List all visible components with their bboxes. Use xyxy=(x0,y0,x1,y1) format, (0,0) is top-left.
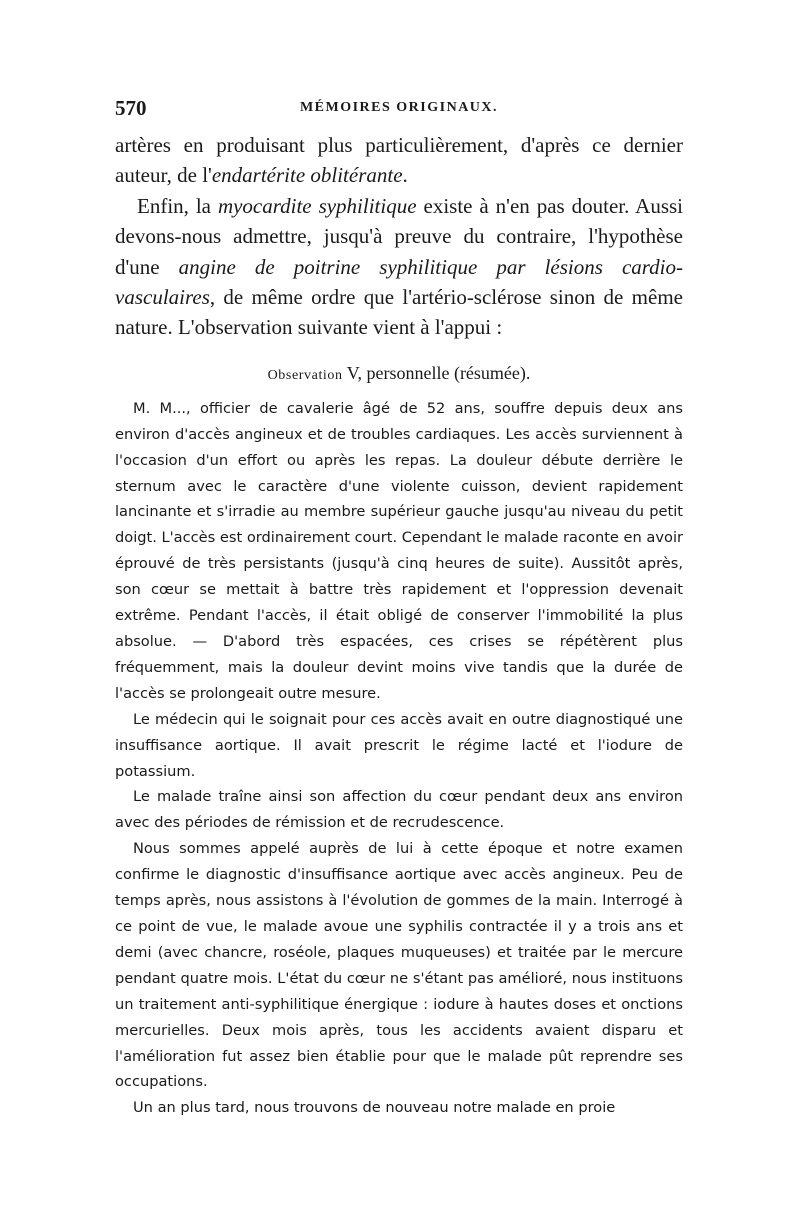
observation-title-smallcaps: Observation xyxy=(267,367,343,383)
intro-paragraph-1 xyxy=(115,130,683,191)
page-header xyxy=(115,96,683,124)
intro-p1-text-1: artères en produisant plus particulièrement, d'après ce dernier auteur, de l' xyxy=(115,133,683,188)
running-title: MÉMOIRES ORIGINAUX. xyxy=(299,100,499,115)
intro-p2-italic-1: myocardite syphilitique xyxy=(217,193,417,218)
intro-p2-text-2: existe à n'en pas douter. Aussi devons-nous admettre, jusqu'à preuve du contraire, l'hypothèse d'une xyxy=(115,193,684,279)
observation-paragraph-2: Le médecin qui le soignait pour ces accès avait en outre diagnostiqué une insuffisance aortique. Il avait prescrit le régime lacté et l'iodure de potassium. xyxy=(115,710,683,780)
intro-p2-italic-2: angine de poitrine syphilitique par lésions cardio-vasculaires xyxy=(115,254,684,310)
intro-p1-italic-1: endartérite oblitérante xyxy=(211,163,403,188)
observation-title-rest: V, personnelle (résumée). xyxy=(342,362,531,383)
observation-paragraph-4: Nous sommes appelé auprès de lui à cette époque et notre examen confirme le diagnostic d'insuffisance aortique avec accès angineux. Peu de temps après, nous assistons à l'évolution de gommes de la main. Interrogé à ce point de vue, le malade avoue une syphilis contractée il y a trois ans et demi (avec chancre, roséole, plaques muqueuses) et traitée par le mercure pendant quatre mois. L'état du cœur ne s'étant pas amélioré, nous instituons un traitement anti-syphilitique énergique : iodure à hautes doses et onctions mercurielles. Deux mois après, tous les accidents avaient disparu et l'amélioration fut assez bien établie pour que le malade pût reprendre ses occupations. xyxy=(115,840,683,1091)
intro-paragraph-2 xyxy=(115,191,683,343)
observation-paragraph-3: Le malade traîne ainsi son affection du cœur pendant deux ans environ avec des périodes de rémission et de recrudescence. xyxy=(115,788,683,832)
page-body xyxy=(115,130,683,1121)
observation-title xyxy=(115,363,683,384)
observation-paragraph-1: M. M..., officier de cavalerie âgé de 52 ans, souffre depuis deux ans environ d'accès angineux et de troubles cardiaques. Les accès surviennent à l'occasion d'un effort ou après les repas. La douleur débute derrière le sternum avec le caractère d'une violente cuisson, devient rapidement lancinante et s'irradie au membre supérieur gauche jusqu'au niveau du petit doigt. L'accès est ordinairement court. Cependant le malade raconte en avoir éprouvé de très persistants (jusqu'à cinq heures de suite). Aussitôt après, son cœur se mettait à battre très rapidement et l'oppression devenait extrême. Pendant l'accès, il était obligé de conserver l'immobilité la plus absolue. — D'abord très espacées, ces crises se répétèrent plus fréquemment, mais la douleur devint moins vive tandis que la durée de l'accès se prolongeait outre mesure. xyxy=(115,399,683,702)
page-number: 570 xyxy=(115,96,147,120)
intro-p2-text-3: , de même ordre que l'artério-sclérose sinon de même nature. L'observation suivante vient à l'appui : xyxy=(115,285,683,340)
intro-p1-text-2: . xyxy=(402,163,408,188)
observation-paragraph-5: Un an plus tard, nous trouvons de nouveau notre malade en proie xyxy=(133,1099,616,1117)
intro-p2-text-1: Enfin, la xyxy=(137,193,218,218)
